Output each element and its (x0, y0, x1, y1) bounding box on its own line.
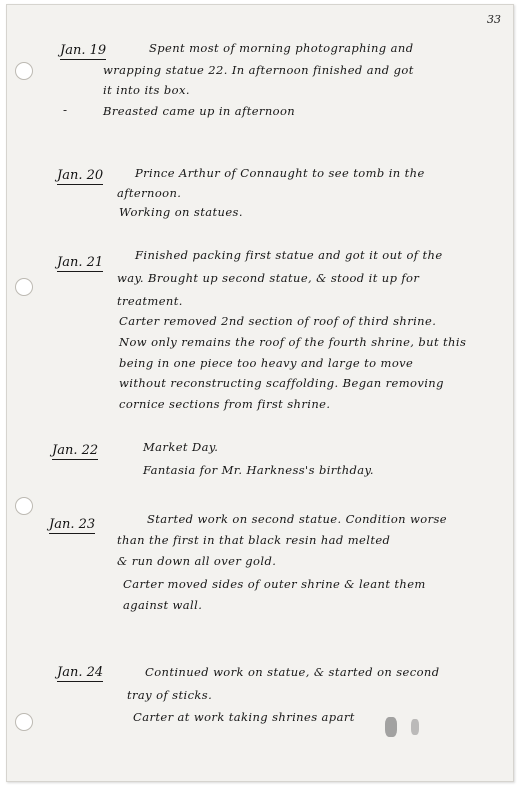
entry-line: Now only remains the roof of the fourth shrine, but this (119, 335, 467, 349)
entry-line: Started work on second statue. Condition worse (147, 512, 448, 526)
entry-line: Carter removed 2nd section of roof of third shrine. (119, 314, 437, 328)
entry-line: treatment. (117, 294, 183, 308)
entry-line: Prince Arthur of Connaught to see tomb in the (135, 166, 425, 180)
entry-line: than the first in that black resin had melted (117, 533, 391, 547)
entry-date: Jan. 23 (49, 517, 96, 532)
entry-line: & run down all over gold. (117, 554, 277, 568)
binder-hole (15, 497, 33, 515)
entry-line: against wall. (123, 598, 203, 612)
entry-date: Jan. 21 (57, 255, 104, 270)
entry-line: cornice sections from first shrine. (119, 397, 331, 411)
ink-smudge (411, 719, 419, 735)
entry-line: way. Brought up second statue, & stood it up for (117, 271, 420, 285)
dash-bullet: - (63, 103, 68, 117)
ink-smudge (385, 717, 397, 737)
entry-date: Jan. 19 (60, 43, 107, 58)
entry-line: Market Day. (143, 440, 219, 454)
entry-line: it into its box. (103, 83, 190, 97)
entry-date: Jan. 22 (52, 443, 99, 458)
entry-line: without reconstructing scaffolding. Began removing (119, 376, 444, 390)
binder-hole (15, 278, 33, 296)
notebook-page (6, 4, 514, 782)
entry-date: Jan. 20 (57, 168, 104, 183)
entry-line: being in one piece too heavy and large to move (119, 356, 414, 370)
entry-line: Working on statues. (119, 205, 243, 219)
entry-line: wrapping statue 22. In afternoon finished and got (103, 63, 414, 77)
entry-line: Spent most of morning photographing and (149, 41, 414, 55)
entry-line: Continued work on statue, & started on second (145, 665, 440, 679)
binder-hole (15, 713, 33, 731)
entry-date: Jan. 24 (57, 665, 104, 680)
page-number: 33 (487, 13, 501, 26)
entry-line: afternoon. (117, 186, 182, 200)
binder-hole (15, 62, 33, 80)
entry-line: tray of sticks. (127, 688, 213, 702)
entry-line: Fantasia for Mr. Harkness's birthday. (143, 463, 374, 477)
entry-line: Carter moved sides of outer shrine & leant them (123, 577, 426, 591)
entry-line: Breasted came up in afternoon (103, 104, 296, 118)
entry-line: Carter at work taking shrines apart (133, 710, 355, 724)
entry-line: Finished packing first statue and got it out of the (135, 248, 443, 262)
